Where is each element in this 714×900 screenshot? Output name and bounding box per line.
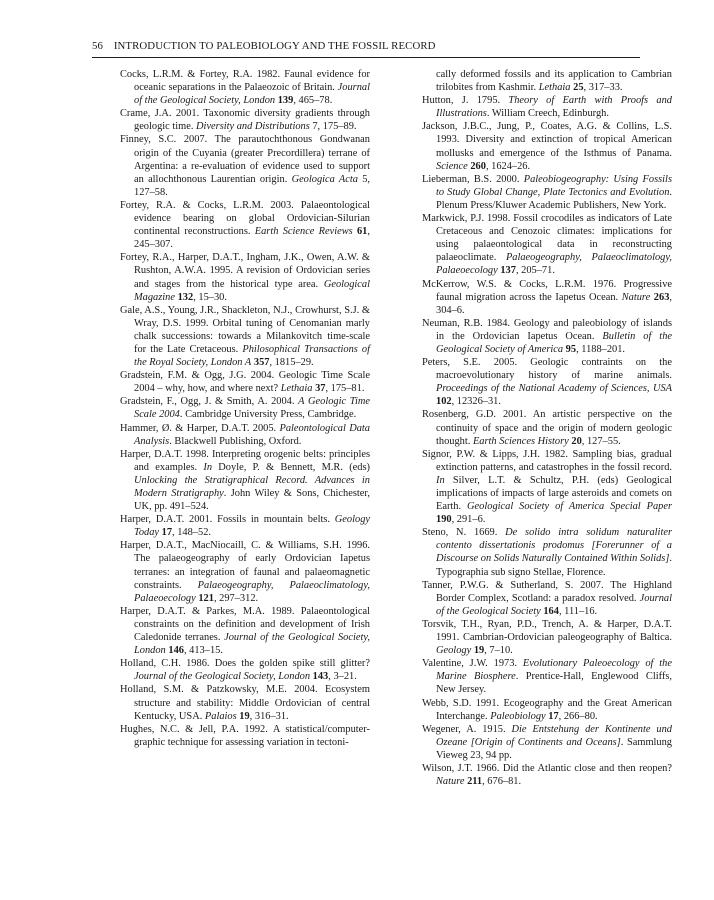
- reference-text: 5, 127–58.: [134, 173, 371, 198]
- reference-volume: 211: [467, 776, 483, 788]
- reference-entry: [120, 539, 370, 604]
- reference-volume: 61: [356, 226, 368, 238]
- reference-text: 7, 175–89.: [309, 121, 357, 133]
- reference-volume: 37: [315, 383, 326, 395]
- reference-italic-text: Nature: [621, 291, 651, 303]
- reference-text: Valentine, J.W. 1973.: [422, 658, 523, 670]
- reference-entry: [422, 317, 672, 356]
- reference-entry: [422, 697, 672, 723]
- reference-text: Harper, D.A.T., MacNiocaill, C. & Williams, S.H. 1996. The palaeogeography of early Ordovician Iapetus terranes: an integration of faunal and palaeomagnetic constraints.: [120, 540, 370, 591]
- reference-volume: 164: [543, 605, 559, 617]
- reference-entry: [422, 448, 672, 527]
- reference-italic-text: Die Entstehung der Kontinente und Ozeane [Origin of Continents and Oceans]: [436, 723, 672, 748]
- reference-text: . Sammlung Vieweg 23, 94 pp.: [436, 736, 672, 761]
- reference-entry: [422, 173, 672, 212]
- reference-text: , 205–71.: [515, 265, 555, 277]
- reference-text: , 15–30.: [193, 291, 227, 303]
- reference-text: , 12326–31.: [451, 396, 501, 408]
- reference-entry: [120, 657, 370, 683]
- reference-italic-text: Nature: [436, 776, 465, 788]
- reference-italic-text: Philosophical Transactions of the Royal Society, London A: [134, 343, 370, 369]
- reference-italic-text: Science: [436, 160, 468, 172]
- reference-text: Harper, D.A.T. & Parkes, M.A. 1989. Palaeontological constraints on the definition and development of Irish Caledonide terranes.: [120, 605, 370, 644]
- reference-text: . Blackwell Publishing, Oxford.: [169, 435, 302, 447]
- reference-text: cally deformed fossils and its application to Cambrian trilobites from Kashmir.: [436, 69, 672, 94]
- reference-text: , 1624–26.: [485, 160, 531, 172]
- reference-italic-text: Diversity and Distributions: [196, 121, 310, 133]
- reference-italic-text: Unlocking the Stratigraphical Record. Advances in Modern Stratigraphy: [134, 474, 370, 499]
- reference-italic-text: Geology: [436, 645, 472, 657]
- reference-volume: 132: [177, 291, 194, 303]
- reference-volume: 25: [573, 82, 584, 94]
- reference-volume: 357: [253, 357, 270, 369]
- reference-volume: 146: [168, 645, 184, 657]
- reference-entry: [120, 133, 370, 198]
- reference-italic-text: Proceedings of the National Academy of Sciences, USA: [436, 383, 672, 395]
- reference-text: Fortey, R.A., Harper, D.A.T., Ingham, J.K., Owen, A.W. & Rushton, A.W.A. 1995. A revision of Ordovician series and stages from the historical type area.: [120, 252, 370, 290]
- reference-text: Gradstein, F.M. & Ogg, J.G. 2004. Geologic Time Scale 2004 – why, how, and where next?: [120, 370, 370, 395]
- reference-volume: 17: [548, 710, 559, 722]
- reference-volume: 190: [436, 514, 452, 526]
- reference-italic-text: Geology Today: [134, 514, 370, 539]
- reference-entry: [422, 657, 672, 696]
- reference-text: Webb, S.D. 1991. Ecogeography and the Great American Interchange.: [422, 697, 672, 722]
- reference-text: , 266–80.: [558, 710, 598, 722]
- reference-entry: [120, 723, 370, 749]
- reference-italic-text: De solido intra solidum naturaliter contento dissertationis prodomus [Forerunner of a Discourse on Solids Naturally Contained Within Solids]: [436, 527, 672, 565]
- reference-text: Wilson, J.T. 1966. Did the Atlantic close and then reopen?: [422, 762, 672, 774]
- reference-italic-text: Journal of the Geological Society, London: [134, 632, 371, 657]
- reference-entry: [120, 683, 370, 722]
- running-header: [92, 40, 640, 52]
- header-rule: [92, 57, 640, 58]
- reference-text: Markwick, P.J. 1998. Fossil crocodiles as indicators of Late Cretaceous and Cenozoic climates: implications for using palaeontological data in reconstructing palaeoclimate.: [422, 213, 672, 264]
- reference-text: Gradstein, F., Ogg, J. & Smith, A. 2004.: [120, 396, 299, 408]
- reference-text: Finney, S.C. 2007. The parautochthonous Gondwanan origin of the Cuyania (greater Precordillera) terrane of Argentina: a re-evaluation of evidence used to support an allochthonous Laurentian origin.: [120, 134, 370, 185]
- reference-text: , 3–21.: [328, 671, 357, 683]
- reference-entry: [120, 251, 370, 303]
- running-title: INTRODUCTION TO PALEOBIOLOGY AND THE FOSSIL RECORD: [113, 40, 436, 52]
- reference-entry: [120, 422, 370, 448]
- reference-entry: [120, 513, 370, 539]
- reference-text: Holland, C.H. 1986. Does the golden spike still glitter?: [120, 658, 370, 670]
- reference-text: . Plenum Press/Kluwer Academic Publishers, New York.: [436, 186, 672, 211]
- reference-volume: 17: [161, 527, 173, 539]
- reference-italic-text: Evolutionary Paleoecology of the Marine Biosphere: [436, 658, 672, 683]
- reference-volume: 95: [565, 343, 577, 355]
- reference-text: Neuman, R.B. 1984. Geology and paleobiology of islands in the Ordovician Iapetus Ocean.: [422, 317, 672, 342]
- reference-text: , 175–81.: [325, 383, 365, 395]
- reference-text: , 317–33.: [583, 82, 623, 94]
- reference-entry: [120, 448, 370, 513]
- reference-text: Doyle, P. & Bennett, M.R. (eds): [212, 461, 370, 473]
- reference-entry: [120, 107, 370, 133]
- reference-entry: [120, 68, 370, 107]
- reference-text: Hughes, N.C. & Jell, P.A. 1992. A statistical/computer-graphic technique for assessing variation in tectoni-: [120, 723, 370, 748]
- reference-italic-text: Geological Society of America Special Paper: [467, 501, 672, 513]
- reference-italic-text: Paleontological Data Analysis: [134, 422, 370, 447]
- reference-italic-text: Journal of the Geological Society, London: [134, 82, 370, 107]
- reference-text: Lieberman, B.S. 2000.: [422, 173, 524, 185]
- reference-italic-text: Palaeogeography, Palaeoclimatology, Palaeoecology: [436, 252, 672, 277]
- reference-text: Signor, P.W. & Lipps, J.H. 1982. Sampling bias, gradual extinction patterns, and catastrophes in the fossil record.: [422, 448, 672, 473]
- reference-text: , 291–6.: [451, 514, 486, 526]
- reference-entry: [422, 408, 672, 447]
- reference-text: , 7–10.: [484, 645, 513, 657]
- reference-volume: 143: [312, 671, 329, 683]
- reference-volume: 102: [436, 396, 452, 408]
- reference-entry: [422, 212, 672, 277]
- reference-entry: [422, 94, 672, 120]
- reference-volume: 19: [239, 710, 250, 722]
- reference-text: , 127–55.: [581, 435, 621, 447]
- reference-entry: [120, 605, 370, 657]
- reference-text: , 1815–29.: [269, 357, 314, 369]
- reference-text: Peters, S.E. 2005. Geologic contraints on the macroevolutionary history of marine animals.: [422, 357, 672, 382]
- reference-entry: [422, 120, 672, 172]
- reference-volume: 20: [571, 435, 582, 447]
- reference-entry: [422, 618, 672, 657]
- reference-entry: [120, 369, 370, 395]
- reference-italic-text: Bulletin of the Geological Society of America: [436, 330, 672, 355]
- references-column-left: [120, 68, 370, 749]
- reference-italic-text: Journal of the Geological Society: [436, 592, 672, 617]
- reference-text: Silver, L.T. & Schultz, P.H. (eds) Geological implications of impacts of large asteroids and comets on Earth.: [436, 474, 672, 513]
- reference-text: Harper, D.A.T. 2001. Fossils in mountain belts.: [120, 514, 335, 526]
- reference-text: Cocks, L.R.M. & Fortey, R.A. 1982. Faunal evidence for oceanic separations in the Palaeozoic of Britain.: [120, 69, 370, 94]
- reference-italic-text: A Geologic Time Scale 2004: [134, 396, 370, 421]
- reference-entry: [422, 356, 672, 408]
- reference-text: , 465–78.: [293, 95, 333, 107]
- reference-text: Hammer, Ø. & Harper, D.A.T. 2005.: [120, 422, 280, 434]
- reference-text: , 304–6.: [436, 291, 672, 316]
- reference-italic-text: In: [436, 474, 445, 486]
- reference-italic-text: Palaeogeography, Palaeoclimatology, Palaeoecology: [134, 579, 370, 604]
- reference-text: Jackson, J.B.C., Jung, P., Coates, A.G. & Collins, L.S. 1993. Diversity and extinction of tropical American mollusks and emergence of the Isthmus of Panama.: [422, 121, 672, 159]
- reference-italic-text: Earth Sciences History: [472, 435, 569, 447]
- reference-volume: 121: [198, 592, 214, 604]
- reference-volume: 260: [470, 160, 486, 172]
- reference-italic-text: Lethaia: [538, 82, 571, 94]
- reference-text: Crame, J.A. 2001. Taxonomic diversity gradients through geologic time.: [120, 108, 370, 133]
- reference-entry: [422, 723, 672, 762]
- reference-text: , 148–52.: [172, 527, 211, 539]
- reference-italic-text: Geological Magazine: [134, 278, 370, 303]
- reference-italic-text: Paleobiogeography: Using Fossils to Study Global Change, Plate Tectonics and Evolution: [436, 173, 672, 198]
- reference-text: . Typographia sub signo Stellae, Florence.: [436, 553, 672, 578]
- reference-volume: 137: [500, 265, 516, 277]
- reference-italic-text: Journal of the Geological Society, London: [134, 671, 311, 683]
- page-number: 56: [92, 40, 103, 52]
- reference-italic-text: Geologica Acta: [291, 173, 358, 185]
- reference-italic-text: Theory of Earth with Proofs and Illustrations: [436, 95, 672, 120]
- reference-text: , 297–312.: [213, 592, 259, 604]
- reference-text: , 111–16.: [558, 605, 598, 617]
- reference-entry: [422, 579, 672, 618]
- reference-italic-text: Lethaia: [280, 383, 313, 395]
- reference-entry: [422, 762, 672, 788]
- reference-text: Fortey, R.A. & Cocks, L.R.M. 2003. Palaeontological evidence bearing on global Ordovician-Silurian continental reconstructions.: [120, 199, 370, 238]
- reference-text: Gale, A.S., Young, J.R., Shackleton, N.J., Crowhurst, S.J. & Wray, D.S. 1999. Orbital tuning of Cenomanian marly chalk successions: towards a Milankovitch time-scale for the Late Cretaceous.: [120, 304, 370, 355]
- reference-italic-text: Palaios: [204, 710, 237, 722]
- reference-text: . Prentice-Hall, Englewood Cliffs, New Jersey.: [436, 671, 672, 696]
- reference-text: Torsvik, T.H., Ryan, P.D., Trench, A. & Harper, D.A.T. 1991. Cambrian-Ordovician paleogeography of Baltica.: [422, 618, 672, 644]
- reference-volume: 263: [653, 291, 670, 303]
- reference-text: Holland, S.M. & Patzkowsky, M.E. 2004. Ecosystem structure and stability: Middle Ordovician of central Kentucky, USA.: [120, 684, 370, 722]
- reference-entry: [120, 199, 370, 251]
- reference-text: , 1188–201.: [576, 343, 626, 355]
- reference-text: Hutton, J. 1795.: [422, 95, 509, 107]
- reference-text: . Cambridge University Press, Cambridge.: [179, 409, 357, 421]
- reference-text: , 245–307.: [134, 226, 370, 251]
- reference-text: . John Wiley & Sons, Chichester, UK, pp. 491–524.: [134, 488, 370, 513]
- reference-text: . William Creech, Edinburgh.: [486, 108, 609, 120]
- reference-text: Harper, D.A.T. 1998. Interpreting orogenic belts: principles and examples.: [120, 448, 370, 473]
- reference-entry-continued: [422, 68, 672, 94]
- reference-entry: [422, 278, 672, 317]
- reference-text: Tanner, P.W.G. & Sutherland, S. 2007. The Highland Border Complex, Scotland: a paradox resolved.: [422, 579, 672, 604]
- reference-volume: 139: [277, 95, 294, 107]
- reference-italic-text: Paleobiology: [490, 710, 546, 722]
- references-column-right: [422, 68, 672, 788]
- reference-text: Rosenberg, G.D. 2001. An artistic perspective on the continuity of space and the origin of modern geologic thought.: [422, 409, 672, 447]
- reference-text: Steno, N. 1669.: [422, 527, 506, 539]
- reference-italic-text: Earth Science Reviews: [254, 226, 353, 238]
- reference-entry: [120, 304, 370, 369]
- reference-text: , 316–31.: [249, 710, 289, 722]
- reference-entry: [422, 526, 672, 578]
- reference-text: McKerrow, W.S. & Cocks, L.R.M. 1976. Progressive faunal migration across the Iapetus Ocean.: [422, 278, 672, 303]
- reference-volume: 19: [473, 645, 485, 657]
- reference-text: Wegener, A. 1915.: [422, 723, 512, 735]
- reference-text: , 413–15.: [183, 645, 223, 657]
- reference-entry: [120, 395, 370, 421]
- reference-italic-text: In: [203, 461, 213, 473]
- reference-text: , 676–81.: [482, 776, 522, 788]
